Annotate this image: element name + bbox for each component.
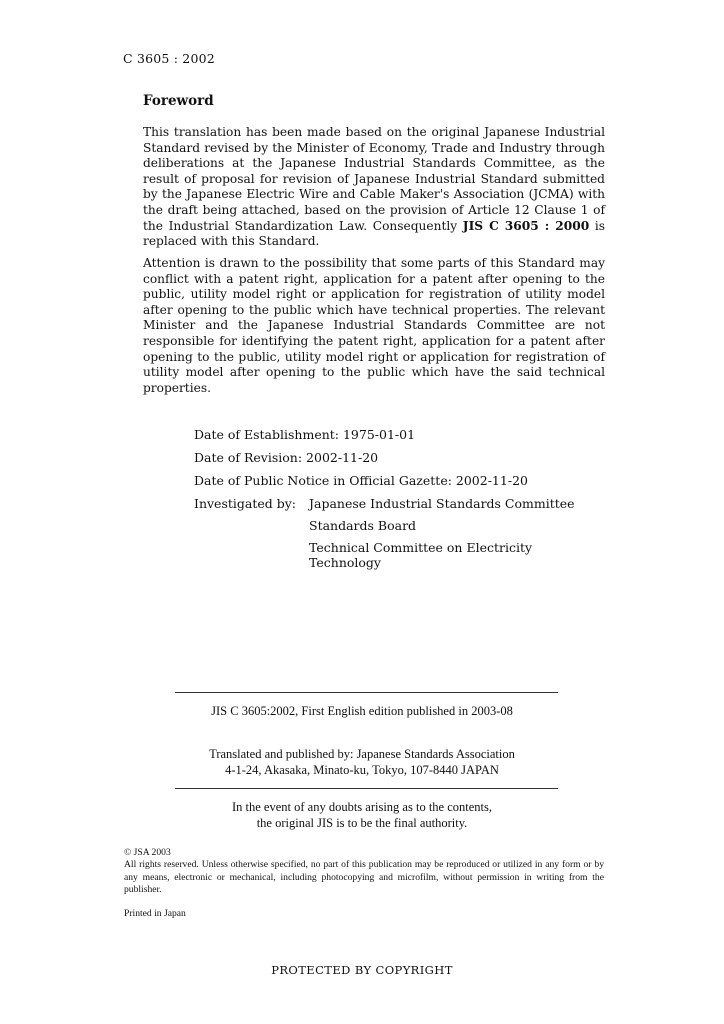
authority-note-line-1: In the event of any doubts arising as to the contents, (231, 800, 492, 814)
publisher-block (0, 747, 724, 778)
copyright-block (124, 847, 604, 897)
investigated-by-list (309, 496, 575, 577)
foreword-title: Foreword (143, 93, 214, 109)
date-of-establishment: Date of Establishment: 1975-01-01 (194, 427, 416, 442)
investigator-board: Standards Board (309, 518, 417, 533)
foreword-paragraph-1-end: is replaced with this Standard. (143, 218, 606, 249)
publisher-name: Translated and published by: Japanese Standards Association (209, 747, 515, 761)
protected-by-copyright-footer: PROTECTED BY COPYRIGHT (271, 963, 453, 977)
divider-top (175, 692, 558, 693)
standard-code-header: C 3605 : 2002 (123, 51, 215, 66)
date-of-revision: Date of Revision: 2002-11-20 (194, 450, 379, 465)
copyright-notice: © JSA 2003 (124, 847, 171, 858)
printed-in-note: Printed in Japan (124, 908, 186, 919)
foreword-paragraph-1 (143, 125, 605, 250)
dates-block (194, 427, 575, 577)
investigated-by-row (194, 496, 575, 577)
investigated-by-label: Investigated by: (194, 496, 297, 511)
date-of-public-notice: Date of Public Notice in Official Gazette: 2002-11-20 (194, 473, 528, 488)
rights-reserved-text: All rights reserved. Unless otherwise specified, no part of this publication may be reproduced or utilized in any form or by any means, electronic or mechanical, including photocopying and microfilm, without permission in writing from the publisher. (124, 859, 604, 896)
foreword-paragraph-2: Attention is drawn to the possibility that some parts of this Standard may conflict with a patent right, application for a patent after opening to the public, utility model right or application for registration of utility model after opening to the public which have technical properties. The relevant Minister and the Japanese Industrial Standards Committee are not responsible for identifying the patent right, application for a patent after opening to the public, utility model right or application for registration of utility model after opening to the public which have the said technical properties. (143, 256, 605, 395)
foreword-paragraph-1-text: This translation has been made based on the original Japanese Industrial Standard revised by the Minister of Economy, Trade and Industry through deliberations at the Japanese Industrial Standards Committee, as the result of proposal for revision of Japanese Industrial Standard submitted by the Japanese Electric Wire and Cable Maker's Association (JCMA) with the draft being attached, based on the provision of Article 12 Clause 1 of the Industrial Standardization Law. Consequently (143, 125, 605, 233)
divider-bottom (175, 788, 558, 789)
investigator-committee: Japanese Industrial Standards Committee (309, 496, 575, 511)
authority-note-line-2: the original JIS is to be the final authority. (256, 815, 468, 830)
edition-note: JIS C 3605:2002, First English edition published in 2003-08 (211, 704, 513, 718)
publisher-address: 4-1-24, Akasaka, Minato-ku, Tokyo, 107-8440 JAPAN (225, 762, 499, 777)
superseded-standard-code: JIS C 3605 : 2000 (462, 218, 590, 233)
authority-note (0, 800, 724, 831)
investigator-technical-committee: Technical Committee on Electricity Technology (309, 540, 533, 570)
